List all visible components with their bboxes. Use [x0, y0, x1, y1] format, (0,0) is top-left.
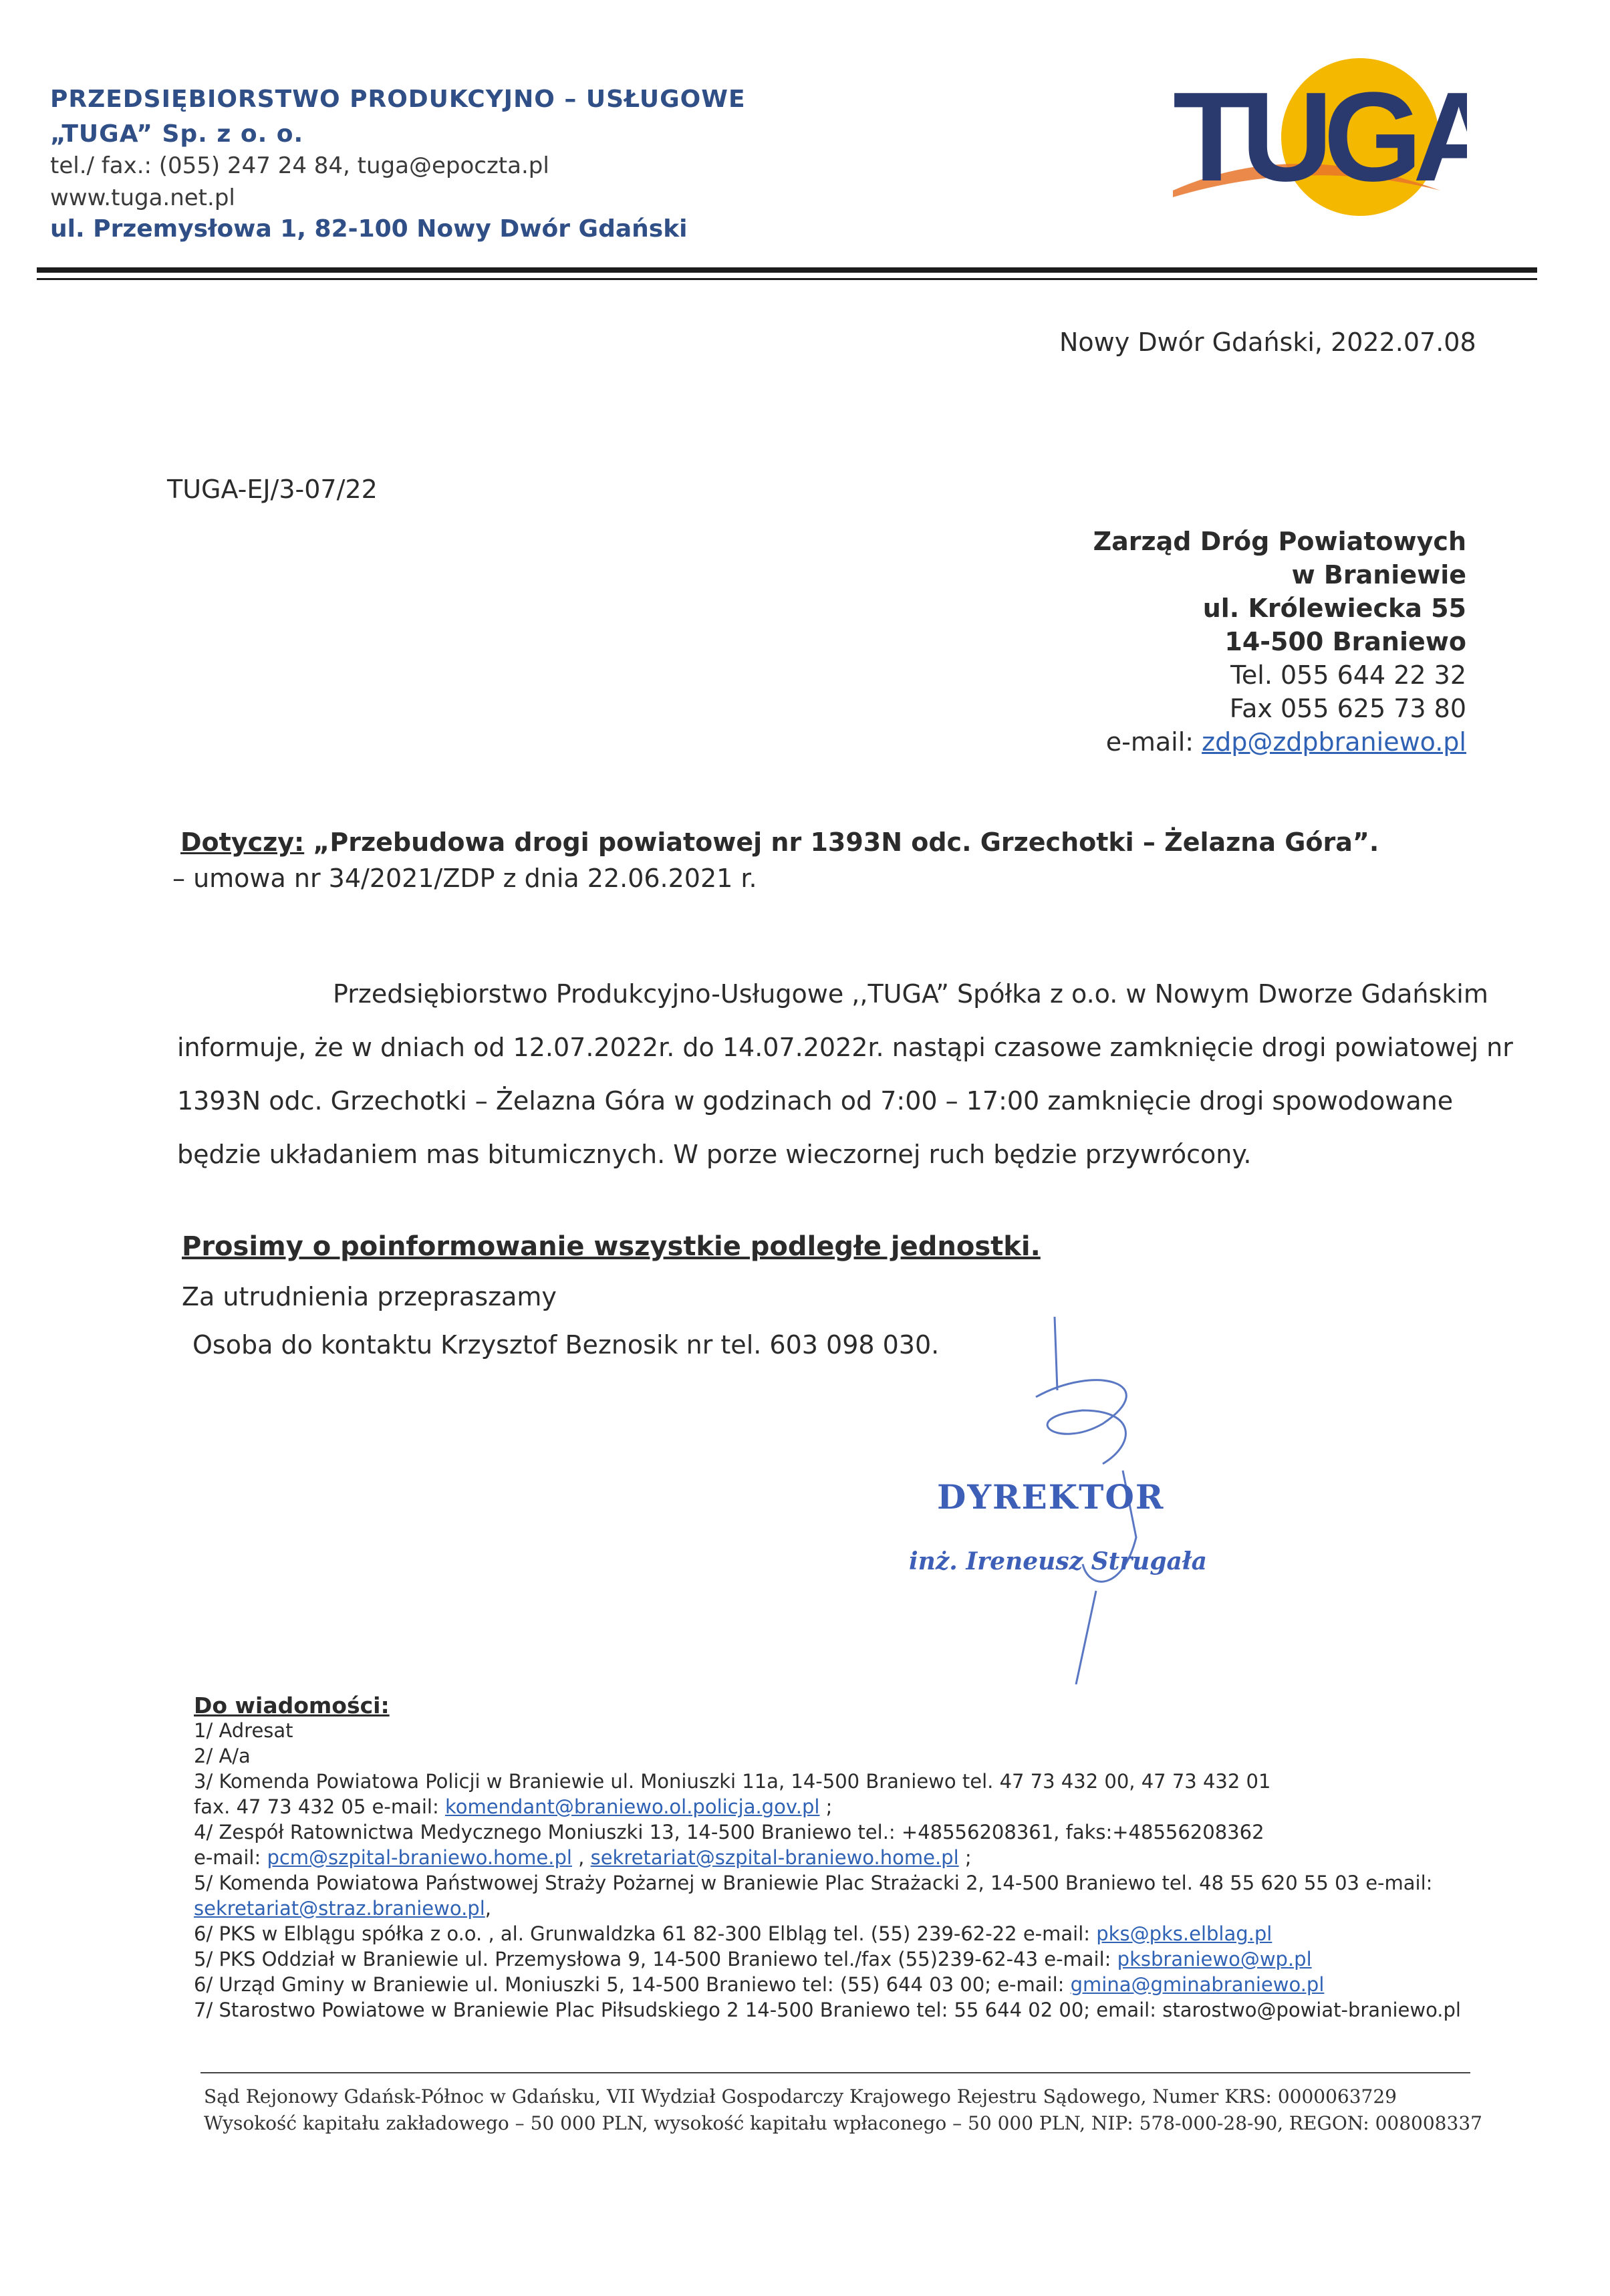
company-contact: tel./ fax.: (055) 247 24 84, tuga@epoczta.pl	[50, 152, 549, 179]
company-name: PRZEDSIĘBIORSTWO PRODUKCYJNO – USŁUGOWE	[50, 86, 746, 113]
distribution-heading: Do wiadomości:	[194, 1692, 390, 1718]
police-email-link[interactable]: komendant@braniewo.ol.policja.gov.pl	[444, 1795, 820, 1818]
distribution-text: 6/ Urząd Gminy w Braniewie ul. Moniuszki 5, 14-500 Braniewo tel: (55) 644 03 00; e-mail:	[194, 1973, 1071, 1996]
recipient-block	[1093, 525, 1466, 759]
distribution-item	[194, 1897, 491, 1920]
header-divider-thin	[37, 278, 1537, 280]
company-address: ul. Przemysłowa 1, 82-100 Nowy Dwór Gdański	[50, 215, 688, 243]
distribution-item: 2/ A/a	[194, 1745, 251, 1767]
company-website: www.tuga.net.pl	[50, 184, 235, 211]
footer-registry: Sąd Rejonowy Gdańsk-Północ w Gdańsku, VII Wydział Gospodarczy Krajowego Rejestru Sądowego, Numer KRS: 0000063729	[204, 2085, 1397, 2108]
distribution-item	[194, 1922, 1272, 1945]
distribution-item: 7/ Starostwo Powiatowe w Braniewie Plac Piłsudskiego 2 14-500 Braniewo tel: 55 644 02 00; email: starostwo@powiat-braniewo.pl	[194, 1999, 1461, 2021]
distribution-text: ,	[485, 1897, 491, 1920]
distribution-item	[194, 1795, 832, 1818]
distribution-text: 5/ PKS Oddział w Braniewie ul. Przemysłowa 9, 14-500 Braniewo tel./fax (55)239-62-43 e-mail:	[194, 1948, 1117, 1970]
recipient-fax: Fax 055 625 73 80	[1229, 694, 1466, 723]
distribution-text: ;	[958, 1846, 972, 1869]
recipient-email-link[interactable]: zdp@zdpbraniewo.pl	[1202, 727, 1466, 757]
body-line-2: informuje, że w dniach od 12.07.2022r. do 14.07.2022r. nastąpi czasowe zamknięcie drogi powiatowej nr	[177, 1033, 1513, 1062]
contact-person: Osoba do kontaktu Krzysztof Beznosik nr tel. 603 098 030.	[192, 1330, 940, 1360]
distribution-text: fax. 47 73 432 05 e-mail:	[194, 1795, 445, 1818]
request-line: Prosimy o poinformowanie wszystkie podległe jednostki.	[182, 1231, 1041, 1262]
body-line-1: Przedsiębiorstwo Produkcyjno-Usługowe ,,TUGA” Spółka z o.o. w Nowym Dworze Gdańskim	[333, 979, 1488, 1009]
distribution-item: 5/ Komenda Powiatowa Państwowej Straży Pożarnej w Braniewie Plac Strażacki 2, 14-500 Braniewo tel. 48 55 620 55 03 e-mail:	[194, 1872, 1433, 1894]
distribution-text: ,	[571, 1846, 591, 1869]
body-line-4: będzie układaniem mas bitumicznych. W porze wieczornej ruch będzie przywrócony.	[177, 1140, 1252, 1169]
recipient-name: Zarząd Dróg Powiatowych	[1093, 527, 1466, 556]
signature-area	[882, 1310, 1230, 1684]
stamp-name: inż. Ireneusz Strugała	[909, 1547, 1208, 1575]
distribution-text: 6/ PKS w Elblągu spółka z o.o. , al. Grunwaldzka 61 82-300 Elbląg tel. (55) 239-62-22 e-mail:	[194, 1922, 1097, 1945]
stamp-title: DYREKTOR	[937, 1477, 1165, 1517]
recipient-email-label: e-mail:	[1105, 727, 1202, 757]
distribution-item: 3/ Komenda Powiatowa Policji w Braniewie ul. Moniuszki 11a, 14-500 Braniewo tel. 47 73 432 00, 47 73 432 01	[194, 1770, 1271, 1793]
distribution-item	[194, 1948, 1312, 1970]
gmina-email-link[interactable]: gmina@gminabraniewo.pl	[1070, 1973, 1325, 1996]
logo-text: TUGA	[1173, 66, 1467, 208]
recipient-tel: Tel. 055 644 22 32	[1230, 660, 1466, 690]
body-line-3: 1393N odc. Grzechotki – Żelazna Góra w godzinach od 7:00 – 17:00 zamknięcie drogi spowodowane	[177, 1086, 1454, 1116]
distribution-item: 1/ Adresat	[194, 1719, 293, 1742]
header-divider-thick	[37, 267, 1537, 273]
tuga-logo-graphic	[1160, 37, 1467, 251]
recipient-email-line	[1093, 725, 1466, 759]
distribution-item: 4/ Zespół Ratownictwa Medycznego Moniuszki 13, 14-500 Braniewo tel.: +48556208361, faks:+48556208362	[194, 1821, 1264, 1843]
footer-divider	[200, 2072, 1470, 2073]
fire-brigade-email-link[interactable]: sekretariat@straz.braniewo.pl	[194, 1897, 485, 1920]
footer-capital: Wysokość kapitału zakładowego – 50 000 PLN, wysokość kapitału wpłaconego – 50 000 PLN, NIP: 578-000-28-90, REGON: 008008337	[204, 2112, 1482, 2134]
subject-line	[180, 827, 1379, 857]
distribution-item	[194, 1846, 972, 1869]
distribution-item	[194, 1973, 1324, 1996]
distribution-text: e-mail:	[194, 1846, 267, 1869]
subject-title: „Przebudowa drogi powiatowej nr 1393N odc. Grzechotki – Żelazna Góra”.	[304, 827, 1379, 857]
distribution-text: ;	[819, 1795, 833, 1818]
recipient-name-location: w Braniewie	[1291, 560, 1466, 590]
pks-elblag-email-link[interactable]: pks@pks.elblag.pl	[1096, 1922, 1272, 1945]
subject-contract: – umowa nr 34/2021/ZDP z dnia 22.06.2021 r.	[172, 864, 757, 893]
recipient-city: 14-500 Braniewo	[1224, 627, 1466, 656]
apology-line: Za utrudnienia przepraszamy	[182, 1282, 557, 1311]
recipient-street: ul. Królewiecka 55	[1202, 594, 1466, 623]
hospital-email-link[interactable]: sekretariat@szpital-braniewo.home.pl	[590, 1846, 959, 1869]
reference-number: TUGA-EJ/3-07/22	[167, 475, 378, 504]
pks-braniewo-email-link[interactable]: pksbraniewo@wp.pl	[1117, 1948, 1312, 1970]
company-short-name: „TUGA” Sp. z o. o.	[50, 120, 304, 148]
ambulance-email-link[interactable]: pcm@szpital-braniewo.home.pl	[267, 1846, 572, 1869]
subject-label: Dotyczy:	[180, 827, 305, 857]
tuga-logo	[1160, 37, 1467, 251]
date-line: Nowy Dwór Gdański, 2022.07.08	[1059, 328, 1476, 357]
